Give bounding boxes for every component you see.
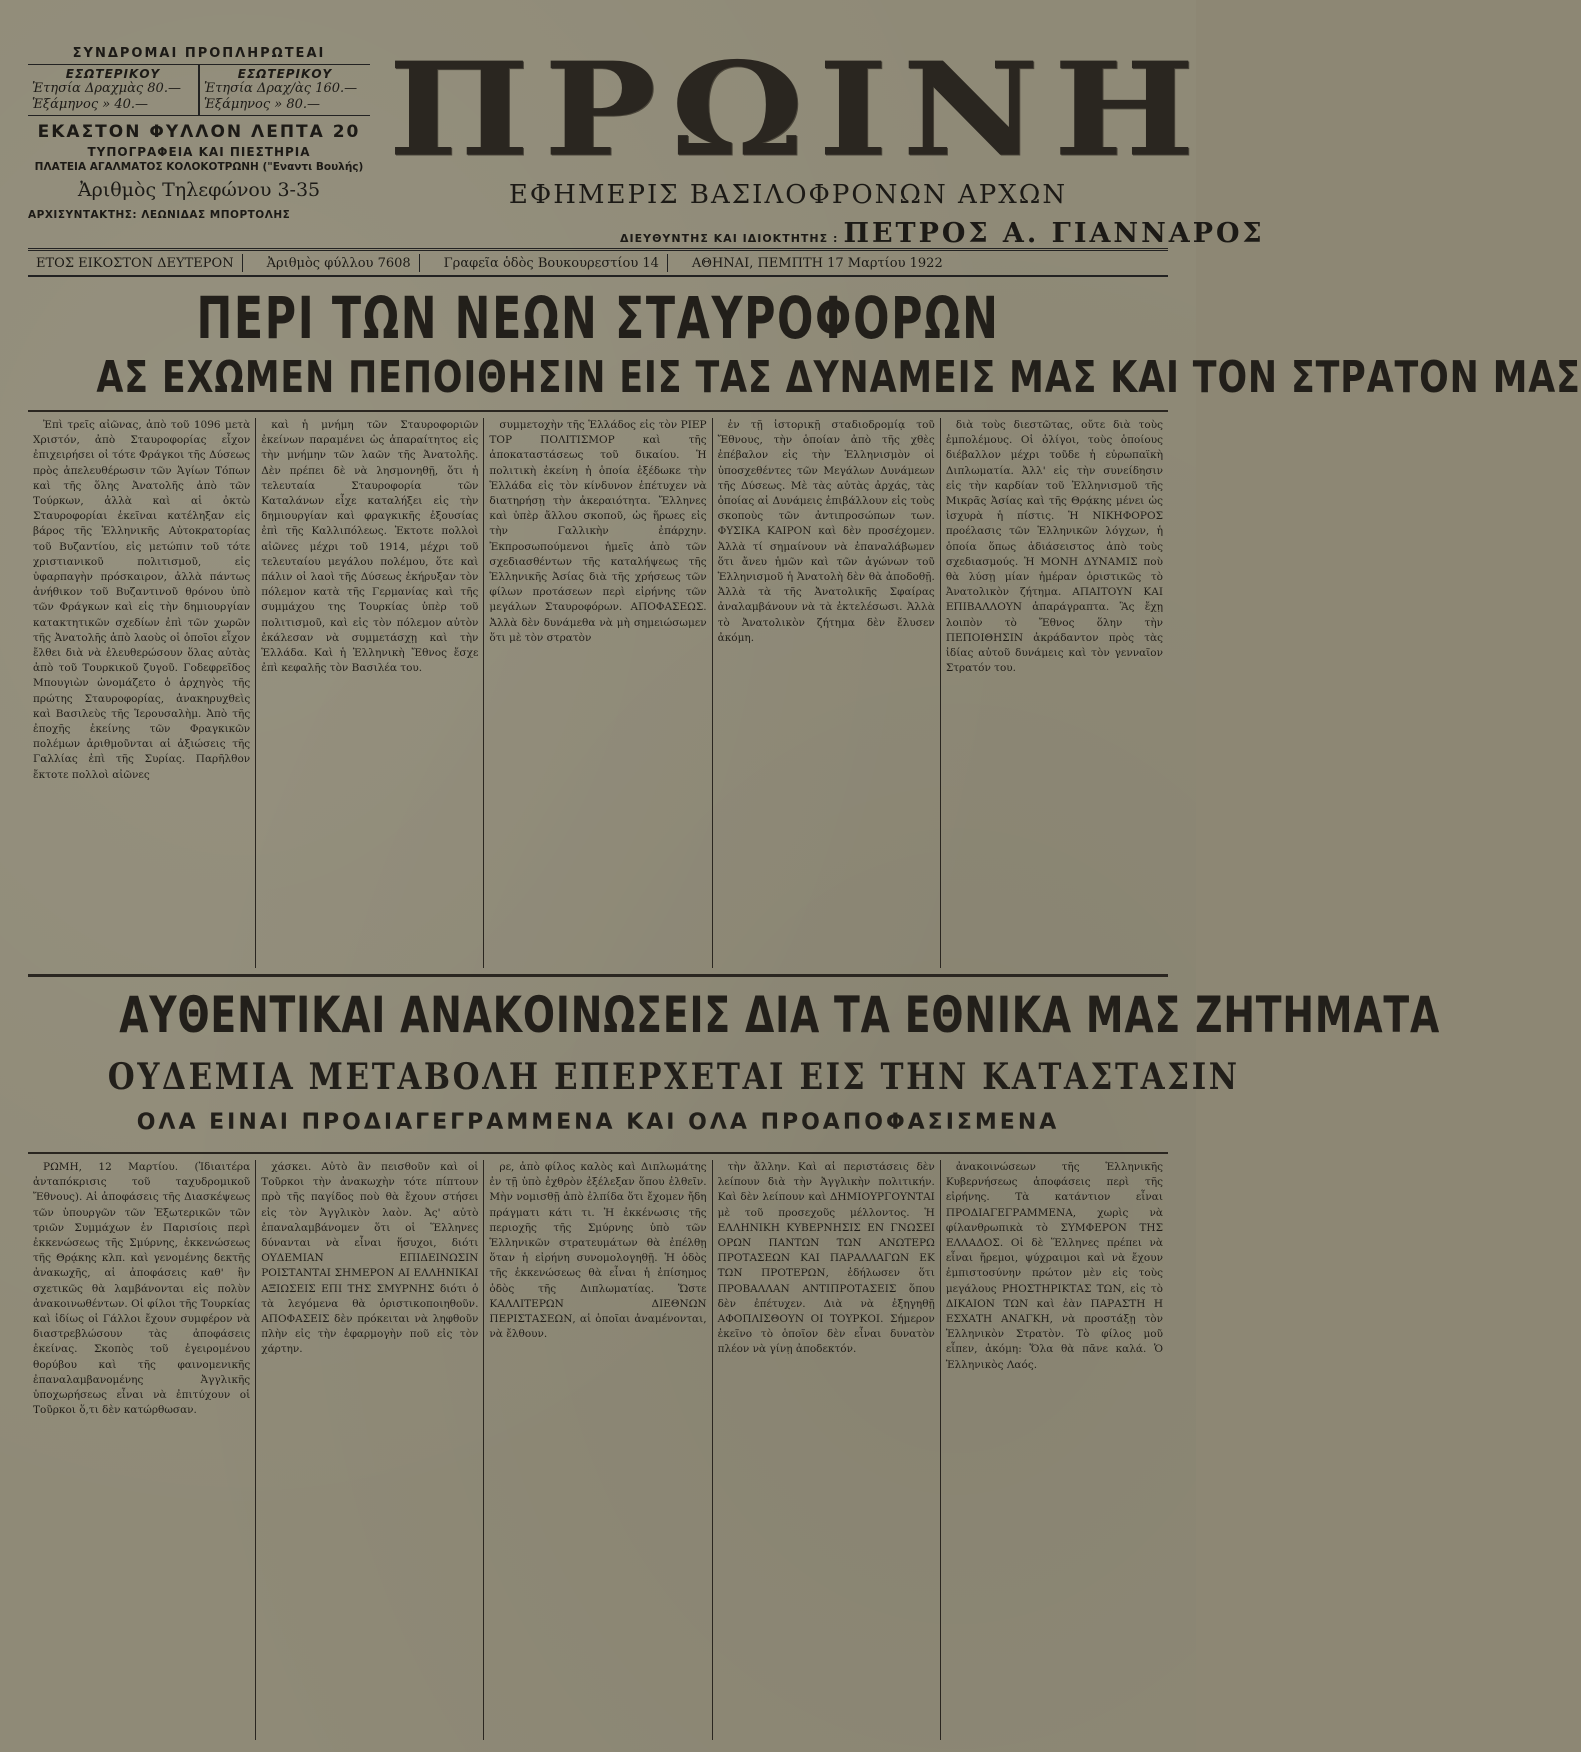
director-name: ΠΕΤΡΟΣ Α. ΓΙΑΝΝΑΡΟΣ — [843, 218, 1265, 249]
divider — [28, 974, 1168, 977]
director-line — [620, 218, 1265, 249]
article2-column-5 — [940, 1160, 1168, 1740]
article2-subheadline-2: ΟΛΑ ΕΙΝΑΙ ΠΡΟΔΙΑΓΕΓΡΑΜΜΕΝΑ ΚΑΙ ΟΛΑ ΠΡΟΑΠΟΦΑΣΙΣΜΕΝΑ — [136, 1110, 1060, 1135]
article1-paragraph: συμμετοχὴν τῆς Ἑλλάδος εἰς τὸν ΡΙΕΡ ΤΟΡ ΠΟΛΙΤΙΣΜΟΡ καὶ τῆς ἀποκαταστάσεως τοῦ δικαίου. Ἡ πολιτικὴ ἐκείνη ἡ ὁποία ἐξέδωκε τὴν Ἑλλάδα εἰς τὸν κίνδυνον ἐπέτυχεν νὰ διατηρήσῃ τὴν ἀκεραιότητα. Ἔλληνες καὶ ὑπὲρ ἄλλου σκοποῦ, ὡς ἥρωες εἰς τὴν Γαλλικὴν ἐπάρχην. Ἐκπροσωπούμενοι ἡμεῖς ἀπὸ τῶν σχεδιασθέντων τῆς καταλήψεως τῆς Ἑλληνικῆς Ἀσίας διὰ τῆς χρήσεως τῶν φίλων προτάσεων περὶ εἰρήνης τῶν μεγάλων Σταυροφόρων. ΑΠΟΦΑΣΕΩΣ. Ἀλλὰ δὲν δυνάμεθα νὰ μὴ σημειώσωμεν ὅτι μὲ τὸν στρατὸν — [489, 419, 707, 644]
issue-price: ΕΚΑΣΤΟΝ ΦΥΛΛΟΝ ΛΕΠΤΑ 20 — [37, 122, 361, 142]
article1-column-2 — [255, 418, 483, 968]
divider — [242, 254, 259, 272]
domestic-line-1: Ἐτησία Δραχμὰς 80.— — [32, 81, 181, 96]
article1-body — [28, 418, 1168, 968]
article1-column-5 — [940, 418, 1168, 968]
article2-column-3 — [483, 1160, 711, 1740]
divider — [28, 410, 1168, 412]
article1-column-4 — [712, 418, 940, 968]
article2-headline: ΑΥΘΕΝΤΙΚΑΙ ΑΝΑΚΟΙΝΩΣΕΙΣ ΔΙΑ ΤΑ ΕΘΝΙΚΑ ΜΑΣ ΖΗΤΗΜΑΤΑ — [119, 986, 1441, 1044]
article1-headline: ΠΕΡΙ ΤΩΝ ΝΕΩΝ ΣΤΑΥΡΟΦΟΡΩΝ — [196, 284, 1000, 352]
article1-subheadline: ΑΣ ΕΧΩΜΕΝ ΠΕΠΟΙΘΗΣΙΝ ΕΙΣ ΤΑΣ ΔΥΝΑΜΕΙΣ ΜΑΣ ΚΑΙ ΤΟΝ ΣΤΡΑΤΟΝ ΜΑΣ — [96, 352, 1581, 403]
subscription-domestic — [28, 65, 198, 115]
info-bar — [28, 248, 1168, 277]
foreign-line-1: Ἐτησία Δραχ/ὰς 160.— — [204, 81, 358, 96]
article2-column-2 — [255, 1160, 483, 1740]
foreign-header: ΕΣΩΤΕΡΙΚΟΥ — [237, 67, 333, 81]
office-address: Γραφεῖα ὁδὸς Βουκουρεστίου 14 — [443, 255, 659, 271]
article2-subheadline: ΟΥΔΕΜΙΑ ΜΕΤΑΒΟΛΗ ΕΠΕΡΧΕΤΑΙ ΕΙΣ ΤΗΝ ΚΑΤΑΣΤΑΣΙΝ — [107, 1056, 1240, 1098]
subscription-table — [28, 64, 370, 116]
issue-date: ΑΘΗΝΑΙ, ΠΕΜΠΤΗ 17 Μαρτίου 1922 — [691, 255, 943, 271]
print-office: ΤΥΠΟΓΡΑΦΕΙΑ ΚΑΙ ΠΙΕΣΤΗΡΙΑ — [87, 145, 311, 159]
domestic-line-2: Ἑξάμηνος » 40.— — [32, 97, 149, 112]
chief-editor: ΑΡΧΙΣΥΝΤΑΚΤΗΣ: ΛΕΩΝΙΔΑΣ ΜΠΟΡΤΟΛΗΣ — [28, 209, 291, 221]
divider — [667, 254, 684, 272]
issue-number: Ἀριθμὸς φύλλου 7608 — [266, 255, 411, 271]
article2-body — [28, 1160, 1168, 1740]
article2-paragraph: ἀνακοινώσεων τῆς Ἑλληνικῆς Κυβερνήσεως ἀποφάσεις περὶ τῆς εἰρήνης. Τὰ κατάντιον εἶναι ΠΡΟΔΙΑΓΕΓΡΑΜΜΕΝΑ, χωρὶς νὰ φίλανθρωπικὰ τὸ ΣΥΜΦΕΡΟΝ ΤΗΣ ΕΛΛΑΔΟΣ. Οἱ δὲ Ἕλληνες πρέπει νὰ εἶναι ἤρεμοι, ψύχραιμοι καὶ νὰ ἔχουν ἐμπιστοσύνην πρώτον μὲν εἰς τοὺς μεγάλους ΡΗΟΣΤΗΡΙΚΤΑΣ ΤΩΝ, εἰς τὸ ΔΙΚΑΙΟΝ ΤΩΝ καὶ ἐὰν ΠΑΡΑΣΤΗ Η ΕΣΧΑΤΗ ΑΝΑΓΚΗ, νὰ προστάξῃ τὸν Ἑλληνικὸν Στρατὸν. Τὸ φίλος μοῦ εἶπεν, ἀκόμη: Ὅλα θὰ πᾶνε καλά. Ὁ Ἑλληνικὸς Λαός. — [945, 1161, 1164, 1371]
print-address: ΠΛΑΤΕΙΑ ΑΓΑΛΜΑΤΟΣ ΚΟΛΟΚΟΤΡΩΝΗ ("Εναντι Βουλής) — [34, 161, 364, 173]
divider — [28, 1152, 1168, 1154]
subscription-foreign — [198, 65, 370, 115]
article1-paragraph: ἐν τῇ ἱστορικῇ σταδιοδρομίᾳ τοῦ Ἔθνους, τὴν ὁποίαν ἀπὸ τῆς χθὲς ἐπέβαλον εἰς τὴν Ἑλληνισμὸν οἱ ὑποσχεθέντες τῶν Μεγάλων Δυνάμεων τῆς Δύσεως. Μὲ τὰς αὐτὰς ἀρχάς, τὰς ὁποίας αἱ Δυνάμεις ἐπιβάλλουν εἰς τοὺς σκοποὺς τῶν ἀντιπροσώπων των. ΦΥΣΙΚΑ ΚΑΙΡΟΝ καὶ δὲν προσέχομεν. Ἀλλὰ τί σημαίνουν νὰ ἐπαναλάβωμεν ὅτι ἄνευ ἡμῶν καὶ τῶν ἀγώνων τοῦ Ἑλληνισμοῦ ἡ Ἀνατολὴ δὲν θὰ ἀποδοθῇ. Ἀλλὰ τὰ τῆς Ἀνατολικῆς Σφαίρας ἀναλαμβάνουν νὰ τὰ ἐκτελέσωσι. Ἀλλὰ τὸ Ἀνατολικὸν ζήτημα δὲν ἔλυσεν ἀκόμη. — [717, 419, 935, 644]
article1-paragraph: Ἐπὶ τρεῖς αἰῶνας, ἀπὸ τοῦ 1096 μετὰ Χριστόν, ἀπὸ Σταυροφορίας εἶχον ἐπιχειρήσει οἱ τότε Φράγκοι τῆς Δύσεως πρὸς ἀπελευθέρωσιν τῶν Ἁγίων Τόπων καὶ τῆς ὅλης Ἀνατολῆς ἀπὸ τῶν Τούρκων, ἀλλὰ καὶ αἱ ὀκτὼ Σταυροφορίαι ἐκεῖναι κατέληξαν εἰς βάρος τῆς Ἑλληνικῆς Αὐτοκρατορίας τοῦ Βυζαντίου, εἰς μετώπιν τοῦ τότε χριστιανικοῦ πολιτισμοῦ, εἰς ὑφαρπαγὴν πρόσκαιρον, ἀλλὰ πάντως ἀνήθικον τοῦ Βυζαντινοῦ θρόνου ὑπὸ τῶν Φράγκων καὶ εἰς τὴν δημιουργίαν κατακτητικῶν σχεδίων ἐπὶ τῶν χωρῶν τῆς Ἀνατολῆς ἀπὸ λαοὺς οἱ ὁποῖοι εἶχον ἔλθει διὰ νὰ ἐλευθερώσουν ὅλας αὐτὰς ἀπὸ τοῦ Τουρκικοῦ ζυγοῦ. Γοδεφρεῖδος Μπουγιὼν ὠνομάζετο ὁ ἀρχηγὸς τῆς πρώτης Σταυροφορίας, ἀνακηρυχθεὶς καὶ Βασιλεὺς τῆς Ἱερουσαλὴμ. Ἀπὸ τῆς ἐποχῆς ἐκείνης τῶν Φραγκικῶν πολέμων ἀριθμοῦνται αἱ ἀξιώσεις τῆς Γαλλίας ἐπὶ τῆς Συρίας. Παρῆλθον ἔκτοτε πολλοὶ αἰῶνες — [33, 419, 251, 781]
article2-paragraph: ρε, ἀπὸ φίλος καλὸς καὶ Διπλωμάτης ἐν τῇ ὑπὸ ἐχθρὸν ἐξέλεξαν ὅπου ἐλθεῖν. Μὴν νομισθῇ ἀπὸ ἐλπίδα ὅτι ἔχομεν ἤδη πράγματι κάτι τι. Ἡ ἐκκένωσις τῆς περιοχῆς τῆς Σμύρνης ὑπὸ τῶν Ἑλληνικῶν στρατευμάτων θὰ ἐπέλθῃ ὅταν ἡ εἰρήνη συνομολογηθῇ. Ἡ ὁδὸς τῆς ἐκκενώσεως θὰ εἶναι ἡ ἐπίσημος ὁδὸς τῆς Διπλωματίας. Ὥστε ΚΑΛΛΙΤΕΡΩΝ ΔΙΕΘΝΩΝ ΠΕΡΙΣΤΑΣΕΩΝ, αἱ ὁποῖαι ἀναμένονται, νὰ ἔλθουν. — [489, 1161, 707, 1341]
article2-paragraph: τὴν ἄλλην. Καὶ αἱ περιστάσεις δὲν λείπουν διὰ τὴν Ἀγγλικὴν πολιτικήν. Καὶ δὲν λείπουν καὶ ΔΗΜΙΟΥΡΓΟΥΝΤΑΙ μὲ τοῦ προσεχοῦς μέλλοντος. Ἡ ΕΛΛΗΝΙΚΗ ΚΥΒΕΡΝΗΣΙΣ ΕΝ ΓΝΩΣΕΙ ΟΡΩΝ ΠΑΝΤΩΝ ΤΩΝ ΑΝΩΤΕΡΩ ΠΡΟΤΑΣΕΩΝ ΚΑΙ ΠΑΡΑΛΛΑΓΩΝ ΕΚ ΤΩΝ ΠΡΟΤΕΡΩΝ, ἐδήλωσεν ὅτι ΠΡΟΒΑΛΛΑΝ ΑΝΤΙΠΡΟΤΑΣΕΙΣ ὅπου δὲν ἐπέτυχεν. Διὰ νὰ ἐξηγηθῇ ΑΦΟΠΛΙΣΘΟΥΝ ΟΙ ΤΟΥΡΚΟΙ. Σήμερον ἐκεῖνο τὸ ὁποῖον δὲν εἶναι δυνατὸν πλέον νὰ γίνῃ ἀποδεκτόν. — [717, 1161, 935, 1356]
article2-column-4 — [712, 1160, 940, 1740]
year-label: ΕΤΟΣ ΕΙΚΟΣΤΟΝ ΔΕΥΤΕΡΟΝ — [36, 255, 234, 271]
masthead-subtitle: ΕΦΗΜΕΡΙΣ ΒΑΣΙΛΟΦΡΟΝΩΝ ΑΡΧΩΝ — [508, 180, 1068, 210]
domestic-header: ΕΣΩΤΕΡΙΚΟΥ — [65, 67, 161, 81]
article2-paragraph: χάσκει. Αὐτὸ ἂν πεισθοῦν καὶ οἱ Τοῦρκοι τὴν ἀνακωχὴν τότε πίπτουν πρὸ τῆς παγίδος ποὺ θὰ ἔχουν στήσει εἰς τὸν Ἀγγλικὸν λαὸν. Ἀς' αὐτὸ ἐπαναλαμβάνομεν ὅτι οἱ Ἕλληνες δύνανται νὰ εἶναι ἥσυχοι, διότι ΟΥΔΕΜΙΑΝ ΕΠΙΔΕΙΝΩΣΙΝ ΡΟΙΣΤΑΝΤΑΙ ΣΗΜΕΡΟΝ ΑΙ ΕΛΛΗΝΙΚΑΙ ΑΞΙΩΣΕΙΣ ΕΠΙ ΤΗΣ ΣΜΥΡΝΗΣ διότι ὁ τὰ λεγόμενα θὰ ὁριστικοποιηθοῦν. ΑΠΟΦΑΣΕΙΣ δὲν πρόκειται νὰ ληφθοῦν πλὴν εἰς τὴν ἐφαρμογὴν ποῦ εἰς τὸν χάρτην. — [261, 1161, 479, 1356]
article1-paragraph: διὰ τοὺς διεστῶτας, οὔτε διὰ τοὺς ἐμπολέμους. Οἱ ὀλίγοι, τοὺς ὁποίους διέβαλλον μέχρι τοῦδε ἡ εὐρωπαϊκὴ Διπλωματία. Ἀλλ' εἰς τὴν συνείδησιν εἰς τὴν καρδίαν τοῦ Ἑλληνισμοῦ τῆς Μικρᾶς Ἀσίας καὶ τῆς Θρᾴκης μένει ὡς ἰσχυρὰ ἡ πίστις. Ἡ ΝΙΚΗΦΟΡΟΣ προέλασις τῶν Ἑλληνικῶν λόγχων, ἡ ὁποία ὅπως ἀδιάσειστος ἀπὸ τοὺς σχεδιασμούς. Ἡ ΜΟΝΗ ΔΥΝΑΜΙΣ ποὺ θὰ λύσῃ μίαν ἡμέραν ὁριστικῶς τὸ Ἀνατολικὸν ζήτημα. ΑΠΑΙΤΟΥΝ ΚΑΙ ΕΠΙΒΑΛΛΟΥΝ ἀπαράγραπτα. Ἂς ἔχῃ λοιπὸν τὸ Ἔθνος ὅλην τὴν ΠΕΠΟΙΘΗΣΙΝ ἀκράδαντον πρὸς τὰς ἰδίας αὐτοῦ δυνάμεις καὶ τὸν γενναῖον Στρατόν του. — [945, 419, 1164, 675]
foreign-line-2: Ἑξάμηνος » 80.— — [204, 97, 321, 112]
subscription-box — [28, 46, 370, 221]
article2-paragraph: ΡΩΜΗ, 12 Μαρτίου. (Ἰδιαιτέρα ἀνταπόκρισις τοῦ ταχυδρομικοῦ Ἔθνους). Αἱ ἀποφάσεις τῆς Διασκέψεως τῶν ὑπουργῶν τῶν Ἐξωτερικῶν τῶν τριῶν Συμμάχων ἐν Παρισίοις περὶ ἐκκενώσεως τῆς Σμύρνης, ἐκκενώσεως τῆς Θρᾴκης κλπ. καὶ γενομένης δεκτῆς ἀνακωχῆς, αἱ ἀποφάσεις καθ' ἣν σχετικῶς θὰ λαμβάνονται εἰς πολὺν ἀνακοινωθέντων. Οἱ φίλοι τῆς Τουρκίας καὶ ἰδίως οἱ Γάλλοι ἔχουν συμφέρον νὰ διαστρεβλώσουν τὰς ἀποφάσεις ἐκείνας. Σκοπὸς τοῦ ἐγειρομένου θορύβου καὶ τῆς φαινομενικῆς ἐπαναλαμβανομένης Ἀγγλικῆς ὑποχωρήσεως εἶναι νὰ ἐπιτύχουν οἱ Τοῦρκοι ὅ,τι δὲν κατώρθωσαν. — [33, 1161, 251, 1417]
article1-column-1 — [28, 418, 255, 968]
phone-number: Ἀριθμὸς Τηλεφώνου 3-35 — [77, 179, 321, 201]
masthead-title: ΠΡΩΙΝΗ — [388, 34, 1209, 186]
subscription-title: ΣΥΝΔΡΟΜΑΙ ΠΡΟΠΛΗΡΩΤΕΑΙ — [72, 46, 326, 61]
divider — [419, 254, 436, 272]
article1-paragraph: καὶ ἡ μνήμη τῶν Σταυροφοριῶν ἐκείνων παραμένει ὡς ἀπαραίτητος εἰς τὴν μνήμην τῶν λαῶν τῆς Ἀνατολῆς. Δὲν πρέπει δὲ νὰ λησμονηθῇ, ὅτι ἡ τελευταία Σταυροφορία τῶν Καταλάνων εἶχε καταλήξει εἰς τὴν δημιουργίαν καὶ φραγκικῆς ἐξουσίας ἐπὶ τῆς Καλλιπόλεως. Ἐκτοτε πολλοὶ αἰῶνες μέχρι τοῦ 1914, μέχρι τοῦ τελευταίου μεγάλου πολέμου, ὅτε καὶ πάλιν οἱ λαοὶ τῆς Δύσεως ἐκήρυξαν τὸν πόλεμον κατὰ τῆς Γερμανίας καὶ τῆς συμμάχου της Τουρκίας ὑπὲρ τοῦ πολιτισμοῦ, καὶ εἰς τὸν πόλεμον αὐτὸν ἐκάλεσαν νὰ συμμετάσχῃ καὶ τὴν Ἑλλάδα. Καὶ ἡ Ἑλληνικὴ Ἔθνος ἔσχε ἐπὶ κεφαλῆς τὸν Βασιλέα του. — [261, 419, 479, 675]
director-label: ΔΙΕΥΘΥΝΤΗΣ ΚΑΙ ΙΔΙΟΚΤΗΤΗΣ : — [620, 232, 839, 245]
article2-column-1 — [28, 1160, 255, 1740]
article1-column-3 — [483, 418, 711, 968]
